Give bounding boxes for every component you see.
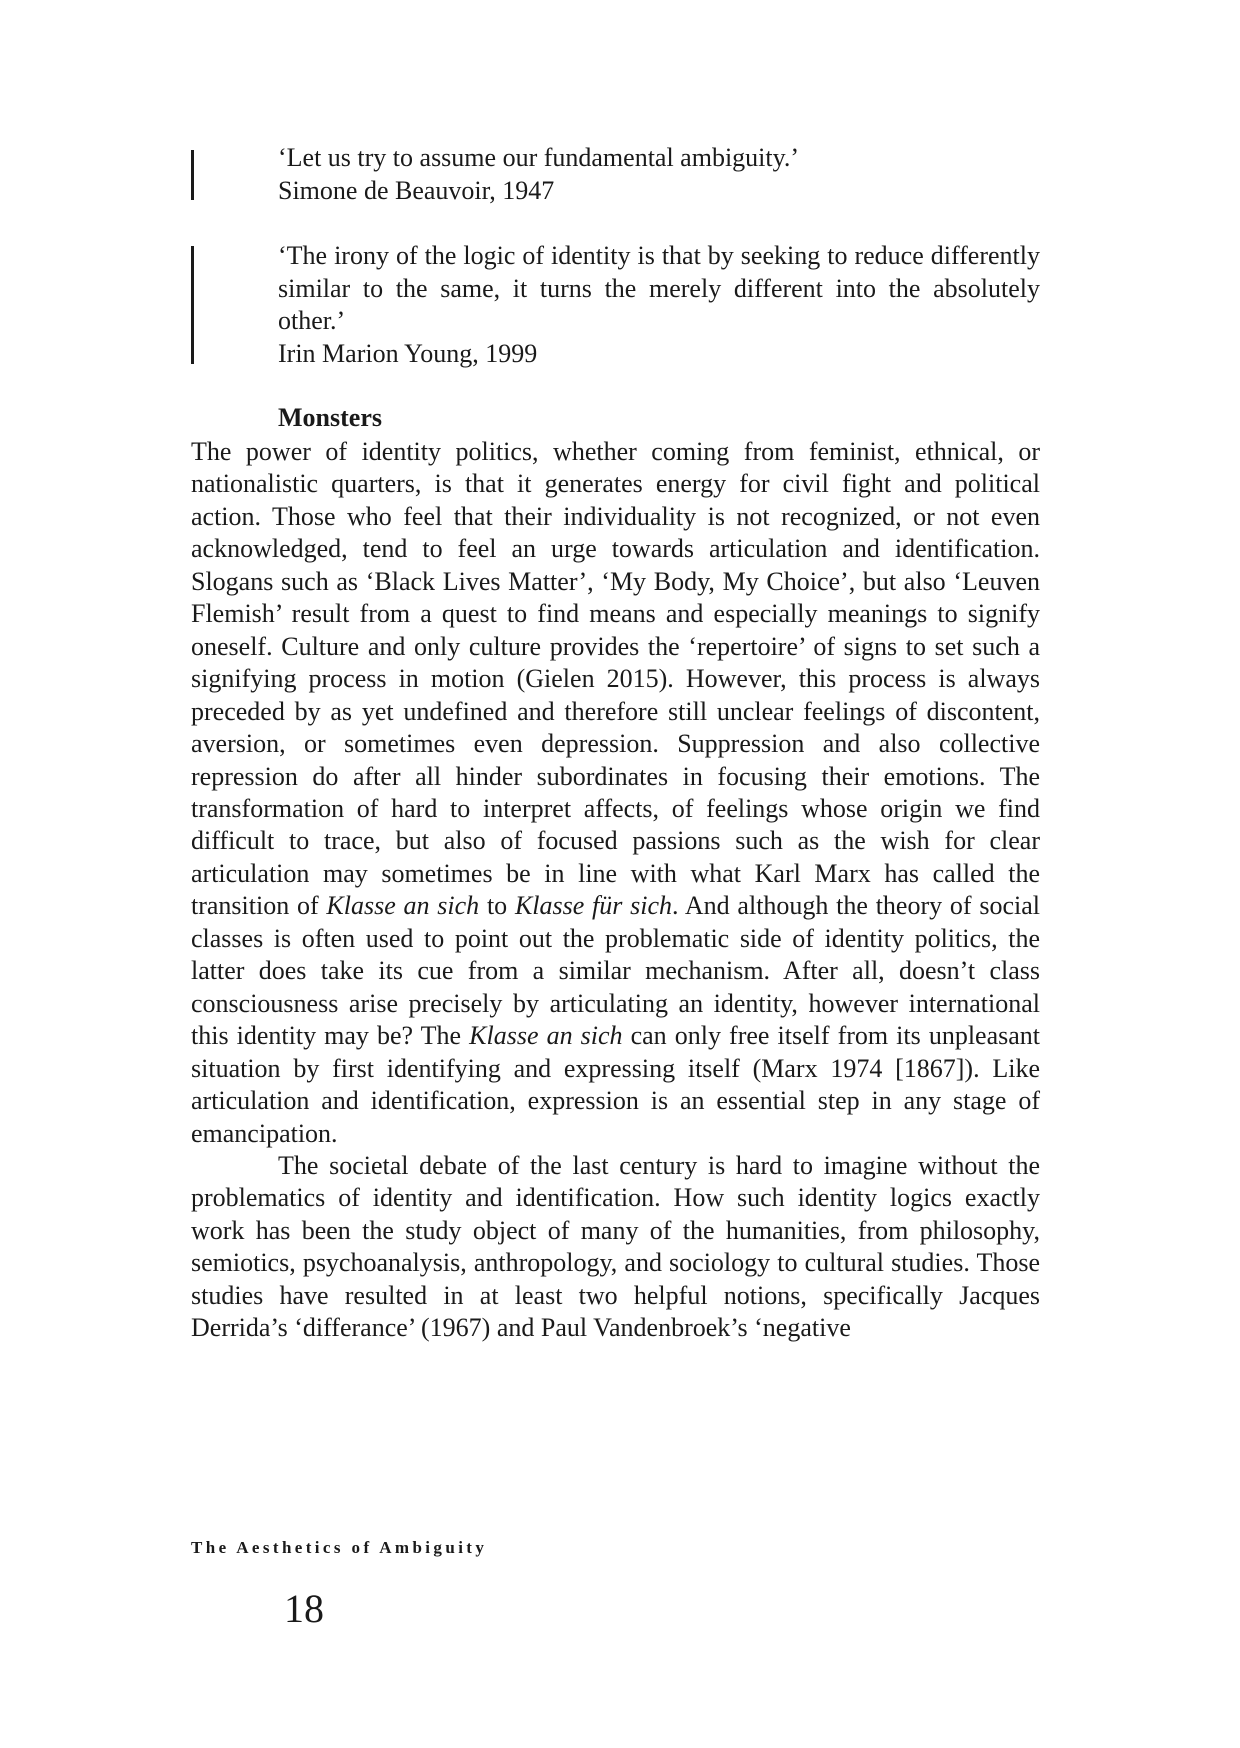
italic-term: Klasse an sich <box>469 1021 623 1051</box>
text-run: to <box>479 891 515 921</box>
text-run: The power of identity politics, whether coming from feminist, ethnical, or nationalistic quarters, is that it generates energy for civil fight and political action. Those who feel that their individuality is not recognized, or not even acknowledged, tend to feel an urge towards articulation and identification. Slogans such as ‘Black Lives Matter’, ‘My Body, My Choice’, but also ‘Leuven Flemish’ result from a quest to find means and especially meanings to signify oneself. Culture and only culture provides the ‘repertoire’ of signs to set such a signifying process in motion (Gielen 2015). However, this process is always preceded by as yet undefined and therefore still unclear feelings of discontent, aversion, or sometimes even depression. Suppression and also collective repression do after all hinder subordinates in focusing their emotions. The transformation of hard to interpret affects, of feelings whose origin we find difficult to trace, but also of focused passions such as the wish for clear articulation may sometimes be in line with what Karl Marx has called the transition of <box>191 437 1040 921</box>
page-number: 18 <box>284 1586 324 1631</box>
epigraph <box>278 142 1040 207</box>
italic-term: Klasse an sich <box>326 891 480 921</box>
text-run: . And although the theory of social classes is often used to point out the problematic side of identity politics, the latter does take its cue from a similar mechanism. After all, doesn’t class consciousness arise precisely by articulating an identity, however international this identity may be? The <box>191 891 1040 1051</box>
epigraph <box>278 240 1040 370</box>
epigraph-attribution: Irin Marion Young, 1999 <box>278 338 538 368</box>
epigraph-quote: ‘The irony of the logic of identity is that by seeking to reduce differently similar to the same, it turns the merely different into the absolutely other.’ <box>278 241 1040 335</box>
epigraph-rule <box>191 150 194 200</box>
section-heading: Monsters <box>278 403 382 432</box>
text-run: can only free itself from its unpleasant situation by first identifying and expressing itself (Marx 1974 [1867]). Like articulation and identification, expression is an essential step in any stage of emancipation. <box>191 1021 1041 1148</box>
epigraph-rule <box>191 246 194 364</box>
epigraph-quote: ‘Let us try to assume our fundamental ambiguity.’ <box>278 143 800 172</box>
body-text <box>191 436 1040 1345</box>
paragraph <box>191 436 1040 1150</box>
running-footer: The Aesthetics of Ambiguity <box>191 1538 488 1557</box>
italic-term: Klasse für sich <box>514 891 673 921</box>
epigraph-attribution: Simone de Beauvoir, 1947 <box>278 175 555 205</box>
paragraph: The societal debate of the last century is hard to imagine without the problematics of identity and identification. How such identity logics exactly work has been the study object of many of the humanities, from philosophy, semiotics, psychoanalysis, anthropology, and sociology to cultural studies. Those studies have resulted in at least two helpful notions, specifically Jacques Derrida’s ‘differance’ (1967) and Paul Vandenbroek’s ‘negative <box>191 1150 1040 1343</box>
